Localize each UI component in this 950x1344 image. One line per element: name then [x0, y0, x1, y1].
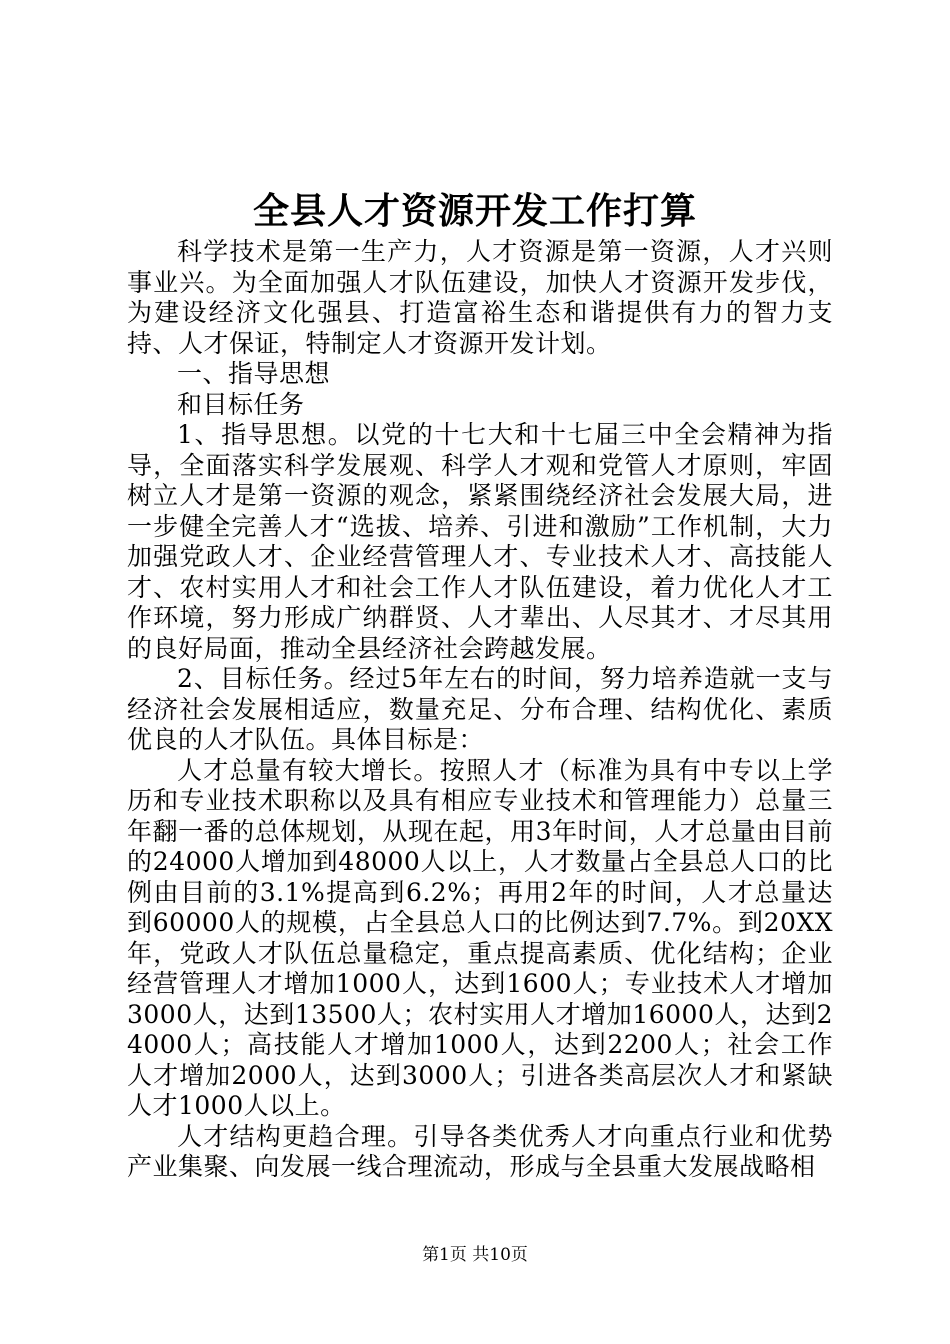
page-indicator: 第1页 共10页: [422, 1245, 528, 1265]
guiding-thought-paragraph: 1、指导思想。以党的十七大和十七届三中全会精神为指导，全面落实科学发展观、科学人才观和党管人才原则，牢固树立人才是第一资源的观念，紧紧围绕经济社会发展大局，进一步健全完善人才“选拔、培养、引进和激励”工作机制，大力加强党政人才、企业经营管理人才、专业技术人才、高技能人才、农村实用人才和社会工作人才队伍建设，着力优化人才工作环境，努力形成广纳群贤、人才辈出、人尽其才、才尽其用的良好局面，推动全县经济社会跨越发展。: [127, 420, 833, 663]
talent-growth-paragraph: 人才总量有较大增长。按照人才（标准为具有中专以上学历和专业技术职称以及具有相应专业技术和管理能力）总量三年翻一番的总体规划，从现在起，用3年时间，人才总量由目前的24000人增加到48000人以上，人才数量占全县总人口的比例由目前的3.1%提高到6.2%；再用2年的时间，人才总量达到60000人的规模，占全县总人口的比例达到7.7%。到20XX年，党政人才队伍总量稳定，重点提高素质、优化结构；企业经营管理人才增加1000人，达到1600人；专业技术人才增加3000人，达到13500人；农村实用人才增加16000人，达到24000人；高技能人才增加1000人，达到2200人；社会工作人才增加2000人，达到3000人；引进各类高层次人才和紧缺人才1000人以上。: [127, 755, 833, 1120]
talent-structure-paragraph: 人才结构更趋合理。引导各类优秀人才向重点行业和优势产业集聚、向发展一线合理流动，形成与全县重大发展战略相: [127, 1121, 833, 1181]
document-title: 全县人才资源开发工作打算: [252, 190, 697, 232]
section-heading-part-1: 一、指导思想: [177, 359, 331, 388]
section-heading-part-2: 和目标任务: [177, 389, 305, 419]
target-task-paragraph: 2、目标任务。经过5年左右的时间，努力培养造就一支与经济社会发展相适应，数量充足、分布合理、结构优化、素质优良的人才队伍。具体目标是：: [127, 664, 833, 754]
intro-paragraph: 科学技术是第一生产力，人才资源是第一资源，人才兴则事业兴。为全面加强人才队伍建设，加快人才资源开发步伐，为建设经济文化强县、打造富裕生态和谐提供有力的智力支持、人才保证，特制定人才资源开发计划。: [127, 237, 833, 358]
document-body: [127, 237, 833, 1183]
